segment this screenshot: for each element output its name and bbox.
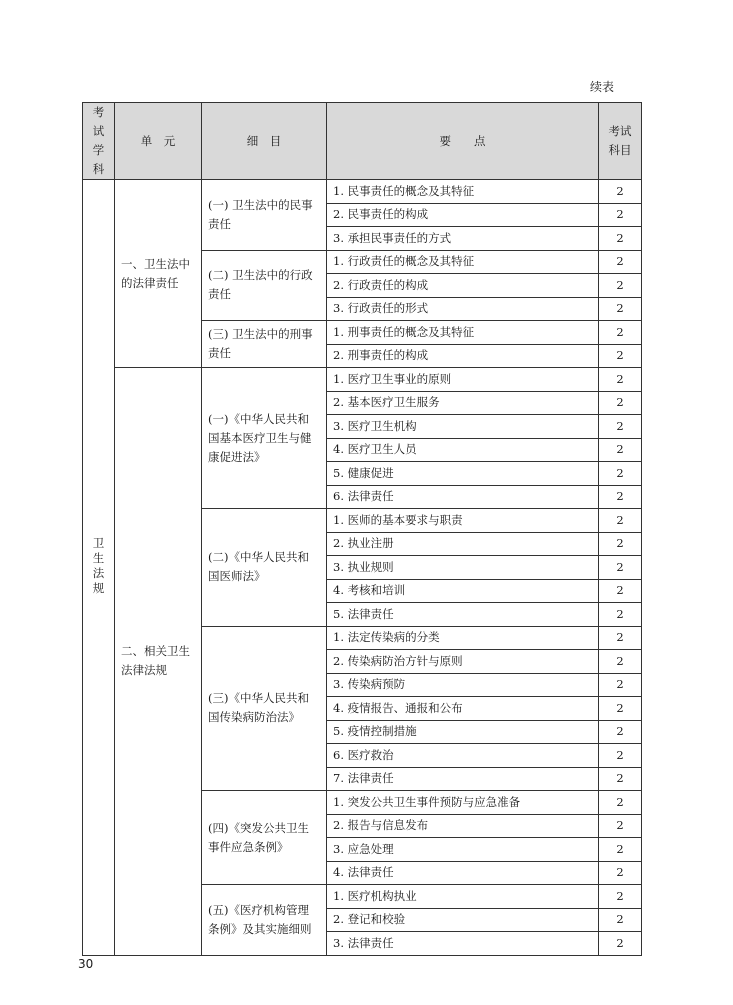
point-cell: 2. 传染病防治方针与原则 — [327, 650, 599, 674]
detail-cell: (四)《突发公共卫生事件应急条例》 — [202, 791, 327, 885]
point-cell: 3. 承担民事责任的方式 — [327, 227, 599, 251]
point-cell: 1. 行政责任的概念及其特征 — [327, 250, 599, 274]
level-cell: 2 — [599, 509, 642, 533]
point-cell: 3. 行政责任的形式 — [327, 297, 599, 321]
page-number: 30 — [78, 957, 94, 971]
level-cell: 2 — [599, 932, 642, 956]
point-cell: 1. 突发公共卫生事件预防与应急准备 — [327, 791, 599, 815]
detail-cell: (三) 卫生法中的刑事责任 — [202, 321, 327, 368]
point-cell: 1. 医师的基本要求与职责 — [327, 509, 599, 533]
table-body — [83, 180, 642, 956]
table-row — [83, 368, 642, 392]
subject-label: 卫生法规 — [92, 536, 105, 596]
point-cell: 3. 医疗卫生机构 — [327, 415, 599, 439]
level-cell: 2 — [599, 415, 642, 439]
point-cell: 2. 报告与信息发布 — [327, 814, 599, 838]
point-cell: 1. 医疗机构执业 — [327, 885, 599, 909]
subject-cell — [83, 180, 115, 956]
point-cell: 1. 医疗卫生事业的原则 — [327, 368, 599, 392]
point-cell: 6. 法律责任 — [327, 485, 599, 509]
header-level: 考试科目 — [599, 103, 642, 180]
point-cell: 1. 刑事责任的概念及其特征 — [327, 321, 599, 345]
header-unit: 单 元 — [115, 103, 202, 180]
point-cell: 1. 民事责任的概念及其特征 — [327, 180, 599, 204]
point-cell: 5. 健康促进 — [327, 462, 599, 486]
level-cell: 2 — [599, 250, 642, 274]
level-cell: 2 — [599, 203, 642, 227]
level-cell: 2 — [599, 180, 642, 204]
point-cell: 2. 登记和校验 — [327, 908, 599, 932]
point-cell: 5. 法律责任 — [327, 603, 599, 627]
level-cell: 2 — [599, 720, 642, 744]
point-cell: 4. 法律责任 — [327, 861, 599, 885]
point-cell: 6. 医疗救治 — [327, 744, 599, 768]
unit-cell: 一、卫生法中的法律责任 — [115, 180, 202, 368]
detail-cell: (二) 卫生法中的行政责任 — [202, 250, 327, 321]
point-cell: 2. 民事责任的构成 — [327, 203, 599, 227]
level-cell: 2 — [599, 485, 642, 509]
point-cell: 2. 基本医疗卫生服务 — [327, 391, 599, 415]
point-cell: 4. 医疗卫生人员 — [327, 438, 599, 462]
level-cell: 2 — [599, 297, 642, 321]
level-cell: 2 — [599, 274, 642, 298]
point-cell: 3. 执业规则 — [327, 556, 599, 580]
level-cell: 2 — [599, 838, 642, 862]
level-cell: 2 — [599, 368, 642, 392]
level-cell: 2 — [599, 438, 642, 462]
table-row — [83, 180, 642, 204]
detail-cell: (一) 卫生法中的民事责任 — [202, 180, 327, 251]
syllabus-table — [82, 102, 642, 956]
point-cell: 4. 考核和培训 — [327, 579, 599, 603]
level-cell: 2 — [599, 556, 642, 580]
point-cell: 1. 法定传染病的分类 — [327, 626, 599, 650]
point-cell: 7. 法律责任 — [327, 767, 599, 791]
header-detail: 细 目 — [202, 103, 327, 180]
point-cell: 5. 疫情控制措施 — [327, 720, 599, 744]
detail-cell: (一)《中华人民共和国基本医疗卫生与健康促进法》 — [202, 368, 327, 509]
level-cell: 2 — [599, 626, 642, 650]
level-cell: 2 — [599, 791, 642, 815]
header-points: 要 点 — [327, 103, 599, 180]
point-cell: 2. 行政责任的构成 — [327, 274, 599, 298]
level-cell: 2 — [599, 321, 642, 345]
unit-cell: 二、相关卫生法律法规 — [115, 368, 202, 956]
level-cell: 2 — [599, 697, 642, 721]
table-header-row — [83, 103, 642, 180]
level-cell: 2 — [599, 885, 642, 909]
level-cell: 2 — [599, 391, 642, 415]
point-cell: 3. 应急处理 — [327, 838, 599, 862]
level-cell: 2 — [599, 462, 642, 486]
level-cell: 2 — [599, 861, 642, 885]
point-cell: 2. 执业注册 — [327, 532, 599, 556]
point-cell: 3. 传染病预防 — [327, 673, 599, 697]
level-cell: 2 — [599, 579, 642, 603]
detail-cell: (三)《中华人民共和国传染病防治法》 — [202, 626, 327, 791]
level-cell: 2 — [599, 603, 642, 627]
level-cell: 2 — [599, 767, 642, 791]
level-cell: 2 — [599, 908, 642, 932]
continued-label: 续表 — [590, 80, 615, 94]
level-cell: 2 — [599, 744, 642, 768]
point-cell: 2. 刑事责任的构成 — [327, 344, 599, 368]
detail-cell: (五)《医疗机构管理条例》及其实施细则 — [202, 885, 327, 956]
level-cell: 2 — [599, 673, 642, 697]
level-cell: 2 — [599, 344, 642, 368]
point-cell: 4. 疫情报告、通报和公布 — [327, 697, 599, 721]
level-cell: 2 — [599, 532, 642, 556]
level-cell: 2 — [599, 814, 642, 838]
point-cell: 3. 法律责任 — [327, 932, 599, 956]
level-cell: 2 — [599, 227, 642, 251]
level-cell: 2 — [599, 650, 642, 674]
detail-cell: (二)《中华人民共和国医师法》 — [202, 509, 327, 627]
header-subject: 考试学科 — [83, 103, 115, 180]
